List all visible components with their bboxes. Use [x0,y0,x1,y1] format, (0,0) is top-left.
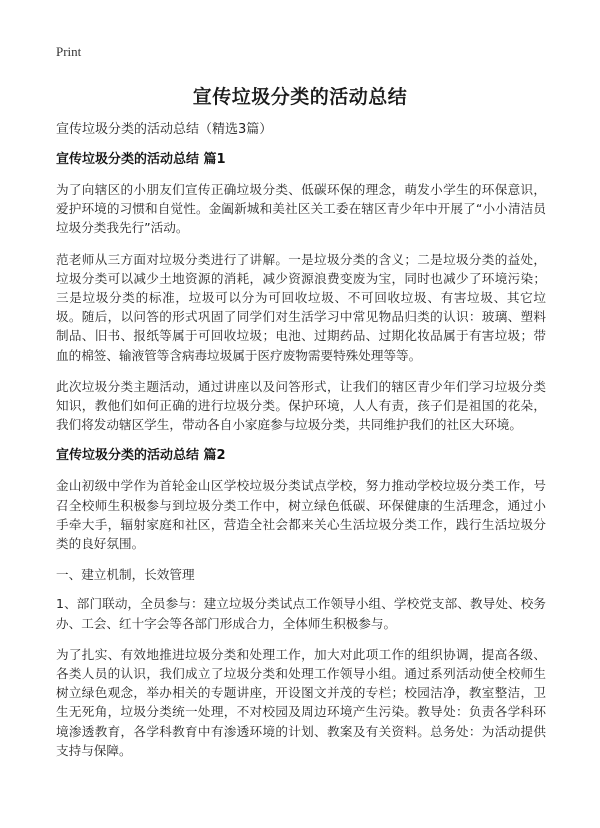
subheading: 一、建立机制，长效管理 [56,567,195,583]
section-heading: 宣传垃圾分类的活动总结 篇1 [56,152,226,167]
page-title: 宣传垃圾分类的活动总结 [192,86,408,108]
paragraph: 为了向辖区的小朋友们宣传正确垃圾分类、低碳环保的理念，萌发小学生的环保意识，爱护环境的习惯和自觉性。金阖新城和美社区关工委在辖区青少年中开展了“小小清洁员垃圾分类我先行”活动。 [56,182,546,236]
print-label: Print [56,44,82,59]
paragraph: 此次垃圾分类主题活动，通过讲座以及问答形式，让我们的辖区青少年们学习垃圾分类知识，教他们如何正确的进行垃圾分类。保护环境，人人有责，孩子们是祖国的花朵，我们将发动辖区学生，带动各自小家庭参与垃圾分类，共同维护我们的社区大环境。 [56,378,546,433]
document-body [56,120,546,772]
paragraph: 1、部门联动，全员参与：建立垃圾分类试点工作领导小组、学校党支部、教导处、校务办、工会、红十字会等各部门形成合力，全体师生积极参与。 [56,596,546,631]
section-1 [56,150,546,434]
paragraph: 范老师从三方面对垃圾分类进行了讲解。一是垃圾分类的含义；二是垃圾分类的益处，垃圾分类可以减少土地资源的消耗，减少资源浪费变废为宝，同时也减少了环境污染；三是垃圾分类的标准，垃圾可以分为可回收垃圾、不可回收垃圾、有害垃圾、其它垃圾。随后，以问答的形式巩固了同学们对生活学习中常见物品归类的认识：玻璃、塑料制品、旧书、报纸等属于可回收垃圾；电池、过期药品、过期化妆品属于有害垃圾；带血的棉签、输液管等含病毒垃圾属于医疗废物需要特殊处理等等。 [56,251,546,363]
paragraph: 金山初级中学作为首轮金山区学校垃圾分类试点学校，努力推动学校垃圾分类工作，号召全校师生积极参与到垃圾分类工作中，树立绿色低碳、环保健康的生活理念，通过小手牵大手，辐射家庭和社区，营造全社会都来关心生活垃圾分类工作，践行生活垃圾分类的良好氛围。 [56,478,546,552]
section-heading: 宣传垃圾分类的活动总结 篇2 [56,448,226,464]
paragraph: 为了扎实、有效地推进垃圾分类和处理工作，加大对此项工作的组织协调，提高各级、各类人员的认识，我们成立了垃圾分类和处理工作领导小组。通过系列活动使全校师生树立绿色观念，举办相关的专题讲座，开设图文并茂的专栏；校园洁净，教室整洁，卫生无死角，垃圾分类统一处理，不对校园及周边环境产生污染。教导处：负责各学科环境渗透教育，各学科教育中有渗透环境的计划、教案及有关资料。总务处：为活动提供支持与保障。 [56,646,546,758]
document-subtitle: 宣传垃圾分类的活动总结（精选3篇） [56,122,273,137]
section-2 [56,446,546,760]
